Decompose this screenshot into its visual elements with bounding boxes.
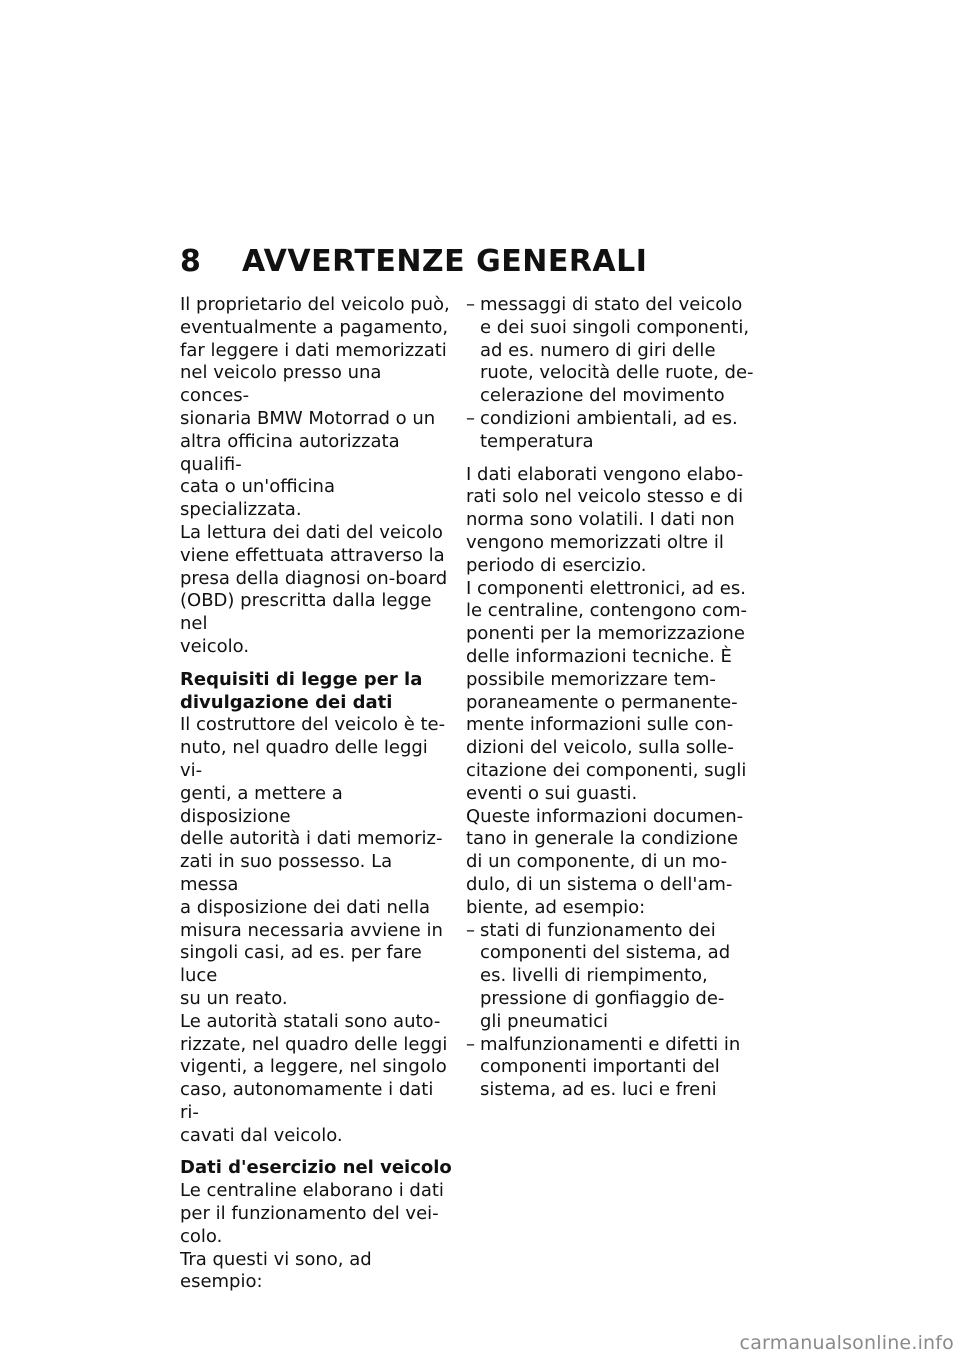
section-title-operating-data: Dati d'esercizio nel veicolo [180,1157,452,1179]
chapter-heading [180,244,780,280]
examples-list-1 [466,294,766,454]
information-paragraph: Queste informazioni documen- tano in generale la condizione di un componente, di un mo- dulo, di un sistema o dell'am- biente, ad esempio: [466,805,744,918]
list-dash: – [466,1033,475,1055]
chapter-number: 8 [180,244,202,279]
legal-paragraph-1: Il costruttore del veicolo è te- nuto, nel quadro delle leggi vi- genti, a mettere a disposizione delle autorità i dati memoriz- zati in suo possesso. La messa a disposizione dei dati nella misura necessaria avviene in singoli casi, ad es. per fare luce su un reato. [180,714,446,1009]
components-paragraph: I componenti elettronici, ad es. le centraline, contengono com- ponenti per la memorizzazione delle informazioni tecniche. È possibile memorizzare tem- poraneamente o permanente- mente informazioni sulle con- dizioni del veicolo, sulla solle- citazione dei componenti, sugli eventi o sui guasti. [466,577,747,804]
operating-paragraph-2: Tra questi vi sono, ad esempio: [180,1248,372,1293]
intro-paragraph: Il proprietario del veicolo può, eventualmente a pagamento, far leggere i dati memorizzati nel veicolo presso una conces- sionaria BMW Motorrad o un altra officina autorizzata qualifi- cata o un'officina specializzata. La lettura dei dati del veicolo viene effettuata attraverso la presa della diagnosi on-board (OBD) prescritta dalla legge nel veicolo. [180,294,450,657]
section-title-legal-requirements: Requisiti di legge per la divulgazione dei dati [180,668,423,713]
list-item: – malfunzionamenti e difetti in componenti importanti del sistema, ad es. luci e freni [466,1033,741,1101]
list-item: – stati di funzionamento dei componenti del sistema, ad es. livelli di riempimento, pressione di gonfiaggio de- gli pneumatici [466,919,731,1032]
right-column [466,294,766,1102]
chapter-title: AVVERTENZE GENERALI [242,244,648,279]
list-item: – condizioni ambientali, ad es. temperatura [466,407,738,452]
operating-paragraph-1: Le centraline elaborano i dati per il funzionamento del vei- colo. [180,1180,444,1247]
volatile-data-paragraph: I dati elaborati vengono elabo- rati solo nel veicolo stesso e di norma sono volatili. I dati non vengono memorizzati oltre il periodo di esercizio. [466,463,744,576]
list-dash: – [466,407,475,429]
watermark-footer: carmanualsonline.info [739,1332,954,1354]
list-item: – messaggi di stato del veicolo e dei suoi singoli componenti, ad es. numero di giri delle ruote, velocità delle ruote, de- celerazione del movimento [466,294,754,407]
list-dash: – [466,919,475,941]
examples-list-2 [466,920,766,1102]
left-column [180,294,452,1294]
list-dash: – [466,294,475,315]
legal-paragraph-2: Le autorità statali sono auto- rizzate, nel quadro delle leggi vigenti, a leggere, nel singolo caso, autonomamente i dati ri- cavati dal veicolo. [180,1010,448,1146]
